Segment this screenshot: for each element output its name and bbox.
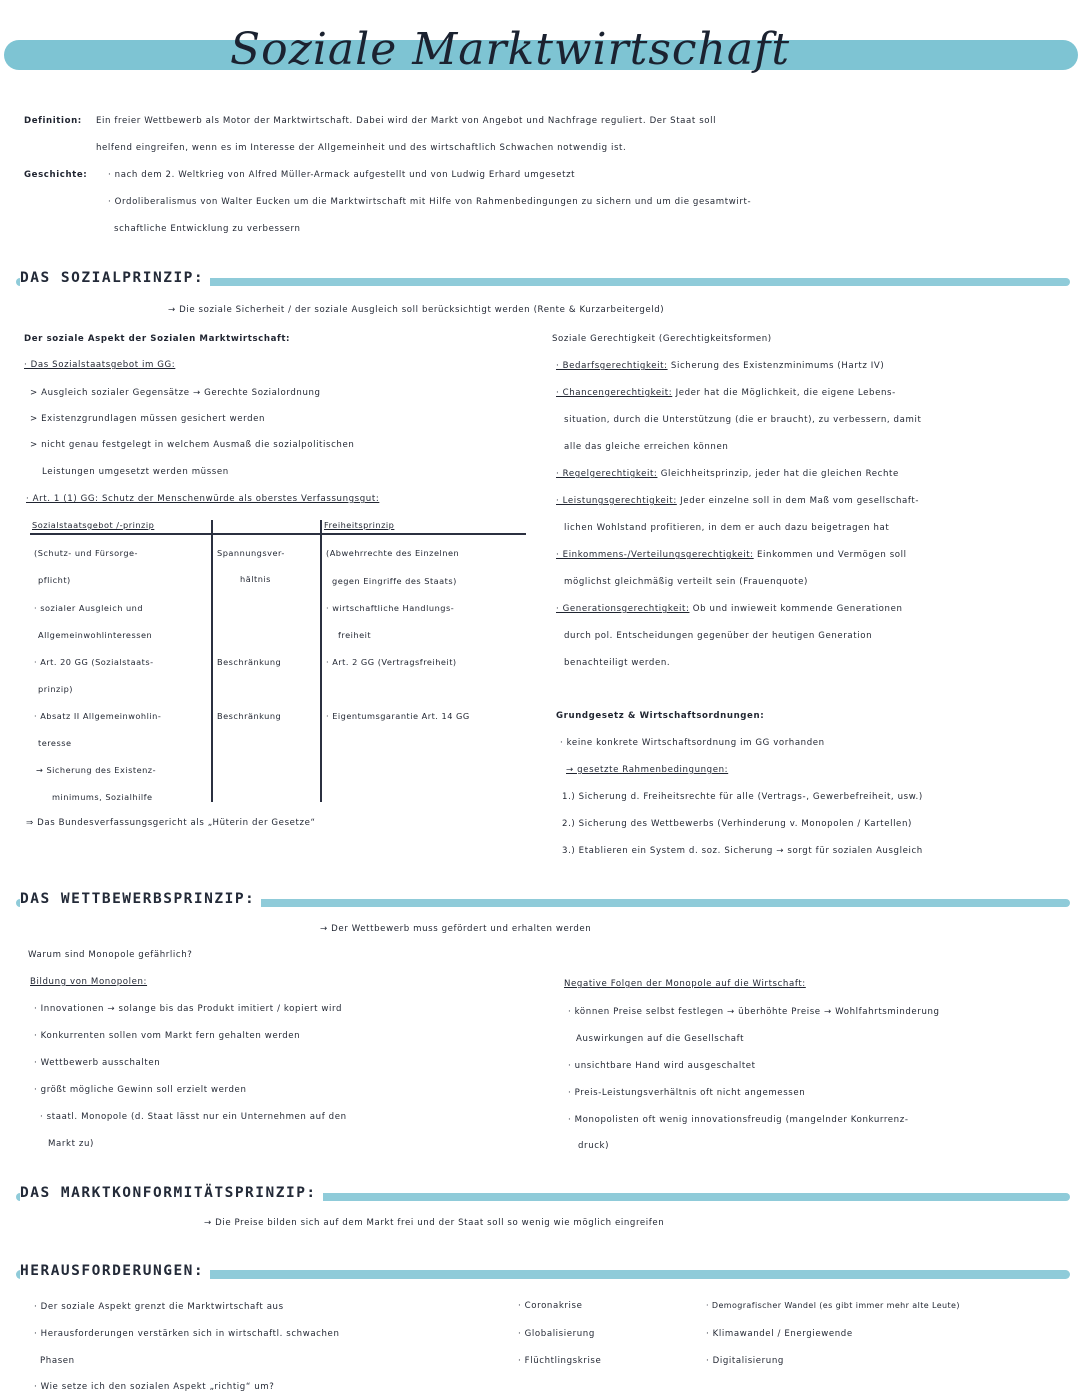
herausforderung-right-2: · Klimawandel / Energiewende: [706, 1329, 853, 1339]
gerechtigkeit-row-3: situation, durch die Unterstützung (die er braucht), zu verbessern, damit: [564, 415, 922, 425]
history-line-3: schaftliche Entwicklung zu verbessern: [114, 224, 301, 234]
gerechtigkeit-row-2: · Chancengerechtigkeit: Jeder hat die Möglichkeit, die eigene Lebens-: [556, 388, 896, 398]
table-col2-row-2: hältnis: [240, 574, 271, 584]
gerechtigkeit-row-10: · Generationsgerechtigkeit: Ob und inwieweit kommende Generationen: [556, 604, 903, 614]
history-line-2: · Ordoliberalismus von Walter Eucken um die Marktwirtschaft mit Hilfe von Rahmenbedingungen zu sichern und um die gesamtwirt-: [108, 197, 752, 207]
monopol-folgen-item-2: Auswirkungen auf die Gesellschaft: [576, 1034, 745, 1044]
grundgesetz-item-4: 2.) Sicherung des Wettbewerbs (Verhinderung v. Monopolen / Kartellen): [562, 819, 912, 829]
herausforderung-right-1: · Demografischer Wandel (es gibt immer mehr alte Leute): [706, 1301, 960, 1310]
gerechtigkeit-row-6: · Leistungsgerechtigkeit: Jeder einzelne soll in dem Maß vom gesellschaft-: [556, 496, 920, 506]
table-col3-row-4: freiheit: [338, 630, 372, 640]
grundgesetz-heading: Grundgesetz & Wirtschaftsordnungen:: [556, 711, 765, 721]
page-title: Soziale Marktwirtschaft: [230, 24, 791, 75]
table-col2-row-4: Beschränkung: [217, 711, 282, 721]
monopole-question: Warum sind Monopole gefährlich?: [28, 950, 193, 960]
table-col1-row-2: pflicht): [38, 575, 71, 585]
wettbewerb-arrow-line: → Der Wettbewerb muss gefördert und erhalten werden: [320, 924, 592, 934]
gerechtigkeit-heading: Soziale Gerechtigkeit (Gerechtigkeitsformen): [552, 334, 772, 344]
heading-herausforderungen: HERAUSFORDERUNGEN:: [20, 1263, 210, 1279]
gerechtigkeit-row-7: lichen Wohlstand profitieren, in dem er auch dazu beigetragen hat: [564, 523, 890, 533]
table-col1-row-10: minimums, Sozialhilfe: [52, 792, 153, 802]
marktkonformitaet-arrow-line: → Die Preise bilden sich auf dem Markt frei und der Staat soll so wenig wie möglich eingreifen: [204, 1218, 665, 1228]
sozial-item-2: > Existenzgrundlagen müssen gesichert werden: [30, 414, 266, 424]
sozial-item-1: > Ausgleich sozialer Gegensätze → Gerechte Sozialordnung: [30, 388, 321, 398]
monopol-bildung-item-1: · Innovationen → solange bis das Produkt imitiert / kopiert wird: [34, 1004, 343, 1014]
table-col1-row-9: → Sicherung des Existenz-: [36, 765, 157, 775]
table-header-freiheit: Freiheitsprinzip: [324, 520, 395, 530]
herausforderung-left-1: · Der soziale Aspekt grenzt die Marktwirtschaft aus: [34, 1302, 284, 1312]
monopol-folgen-item-1: · können Preise selbst festlegen → überhöhte Preise → Wohlfahrtsminderung: [568, 1007, 940, 1017]
table-col1-row-4: Allgemeinwohlinteressen: [38, 630, 153, 640]
herausforderung-left-2: · Herausforderungen verstärken sich in wirtschaftl. schwachen: [34, 1329, 340, 1339]
monopol-bildung-item-3: · Wettbewerb ausschalten: [34, 1058, 161, 1068]
monopol-folgen-item-4: · Preis-Leistungsverhältnis oft nicht angemessen: [568, 1088, 806, 1098]
table-header-line: [30, 533, 526, 535]
definition-label: Definition:: [24, 116, 82, 126]
definition-line-2: helfend eingreifen, wenn es im Interesse der Allgemeinheit und des wirtschaftlich Schwachen notwendig ist.: [96, 143, 627, 153]
table-col3-row-3: · wirtschaftliche Handlungs-: [326, 603, 455, 613]
table-col1-row-8: teresse: [38, 738, 72, 748]
herausforderung-mid-1: · Coronakrise: [518, 1301, 583, 1311]
heading-wettbewerbsprinzip: DAS WETTBEWERBSPRINZIP:: [20, 891, 261, 907]
bverfg-footer: ⇒ Das Bundesverfassungsgericht als „Hüterin der Gesetze“: [26, 818, 316, 828]
grundgesetz-item-3: 1.) Sicherung d. Freiheitsrechte für alle (Vertrags-, Gewerbefreiheit, usw.): [562, 792, 923, 802]
gerechtigkeit-row-4: alle das gleiche erreichen können: [564, 442, 729, 452]
table-col1-row-5: · Art. 20 GG (Sozialstaats-: [34, 657, 154, 667]
table-divider-1: [211, 520, 213, 802]
sozial-item-3: > nicht genau festgelegt in welchem Ausmaß die sozialpolitischen: [30, 440, 355, 450]
gerechtigkeit-row-12: benachteiligt werden.: [564, 658, 671, 668]
table-col1-row-7: · Absatz II Allgemeinwohlin-: [34, 711, 162, 721]
gerechtigkeit-row-11: durch pol. Entscheidungen gegenüber der heutigen Generation: [564, 631, 873, 641]
sozial-item-5: · Art. 1 (1) GG: Schutz der Menschenwürde als oberstes Verfassungsgut:: [26, 494, 380, 504]
herausforderung-left-4: · Wie setze ich den sozialen Aspekt „richtig“ um?: [34, 1382, 275, 1392]
monopol-bildung-item-5: · staatl. Monopole (d. Staat lässt nur ein Unternehmen auf den: [40, 1112, 347, 1122]
history-label: Geschichte:: [24, 170, 88, 180]
gerechtigkeit-row-1: · Bedarfsgerechtigkeit: Sicherung des Existenzminimums (Hartz IV): [556, 361, 885, 371]
grundgesetz-item-2: → gesetzte Rahmenbedingungen:: [566, 765, 729, 775]
table-col2-row-1: Spannungsver-: [217, 548, 285, 558]
table-col1-row-1: (Schutz- und Fürsorge-: [34, 548, 139, 558]
heading-marktkonformitaet: DAS MARKTKONFORMITÄTSPRINZIP:: [20, 1185, 323, 1201]
monopol-folgen-item-3: · unsichtbare Hand wird ausgeschaltet: [568, 1061, 756, 1071]
sozial-aspect-heading: Der soziale Aspekt der Sozialen Marktwirtschaft:: [24, 334, 291, 344]
sozialprinzip-arrow-line: → Die soziale Sicherheit / der soziale Ausgleich soll berücksichtigt werden (Rente & Kurzarbeitergeld): [168, 305, 665, 315]
history-line-1: · nach dem 2. Weltkrieg von Alfred Müller-Armack aufgestellt und von Ludwig Erhard umgesetzt: [108, 170, 576, 180]
table-header-sozialstaat: Sozialstaatsgebot /-prinzip: [32, 520, 155, 530]
heading-sozialprinzip: DAS SOZIALPRINZIP:: [20, 270, 210, 286]
monopol-bildung-item-2: · Konkurrenten sollen vom Markt fern gehalten werden: [34, 1031, 301, 1041]
monopol-folgen-heading: Negative Folgen der Monopole auf die Wirtschaft:: [564, 979, 806, 989]
grundgesetz-item-1: · keine konkrete Wirtschaftsordnung im GG vorhanden: [560, 738, 825, 748]
gerechtigkeit-row-9: möglichst gleichmäßig verteilt sein (Frauenquote): [564, 577, 808, 587]
sozialstaatsgebot-heading: · Das Sozialstaatsgebot im GG:: [24, 360, 176, 370]
herausforderung-mid-3: · Flüchtlingskrise: [518, 1356, 602, 1366]
monopol-folgen-item-5: · Monopolisten oft wenig innovationsfreudig (mangelnder Konkurrenz-: [568, 1115, 909, 1125]
table-col3-row-6: · Eigentumsgarantie Art. 14 GG: [326, 711, 470, 721]
monopol-bildung-item-4: · größt mögliche Gewinn soll erzielt werden: [34, 1085, 247, 1095]
grundgesetz-item-5: 3.) Etablieren ein System d. soz. Sicherung → sorgt für sozialen Ausgleich: [562, 846, 923, 856]
sozial-item-4: Leistungen umgesetzt werden müssen: [42, 467, 229, 477]
herausforderung-right-3: · Digitalisierung: [706, 1356, 784, 1366]
herausforderung-left-3: Phasen: [40, 1356, 75, 1366]
monopol-bildung-item-6: Markt zu): [48, 1139, 95, 1149]
table-col2-row-3: Beschränkung: [217, 657, 282, 667]
table-col1-row-6: prinzip): [38, 684, 73, 694]
definition-line-1: Ein freier Wettbewerb als Motor der Marktwirtschaft. Dabei wird der Markt von Angebot und Nachfrage reguliert. Der Staat soll: [96, 116, 717, 126]
gerechtigkeit-row-5: · Regelgerechtigkeit: Gleichheitsprinzip, jeder hat die gleichen Rechte: [556, 469, 899, 479]
gerechtigkeit-row-8: · Einkommens-/Verteilungsgerechtigkeit: Einkommen und Vermögen soll: [556, 550, 907, 560]
table-divider-2: [320, 520, 322, 802]
monopol-folgen-item-6: druck): [578, 1141, 610, 1151]
table-col1-row-3: · sozialer Ausgleich und: [34, 603, 144, 613]
table-col3-row-1: (Abwehrrechte des Einzelnen: [326, 548, 460, 558]
herausforderung-mid-2: · Globalisierung: [518, 1329, 595, 1339]
table-col3-row-5: · Art. 2 GG (Vertragsfreiheit): [326, 657, 457, 667]
monopol-bildung-heading: Bildung von Monopolen:: [30, 977, 148, 987]
table-col3-row-2: gegen Eingriffe des Staats): [332, 576, 457, 586]
